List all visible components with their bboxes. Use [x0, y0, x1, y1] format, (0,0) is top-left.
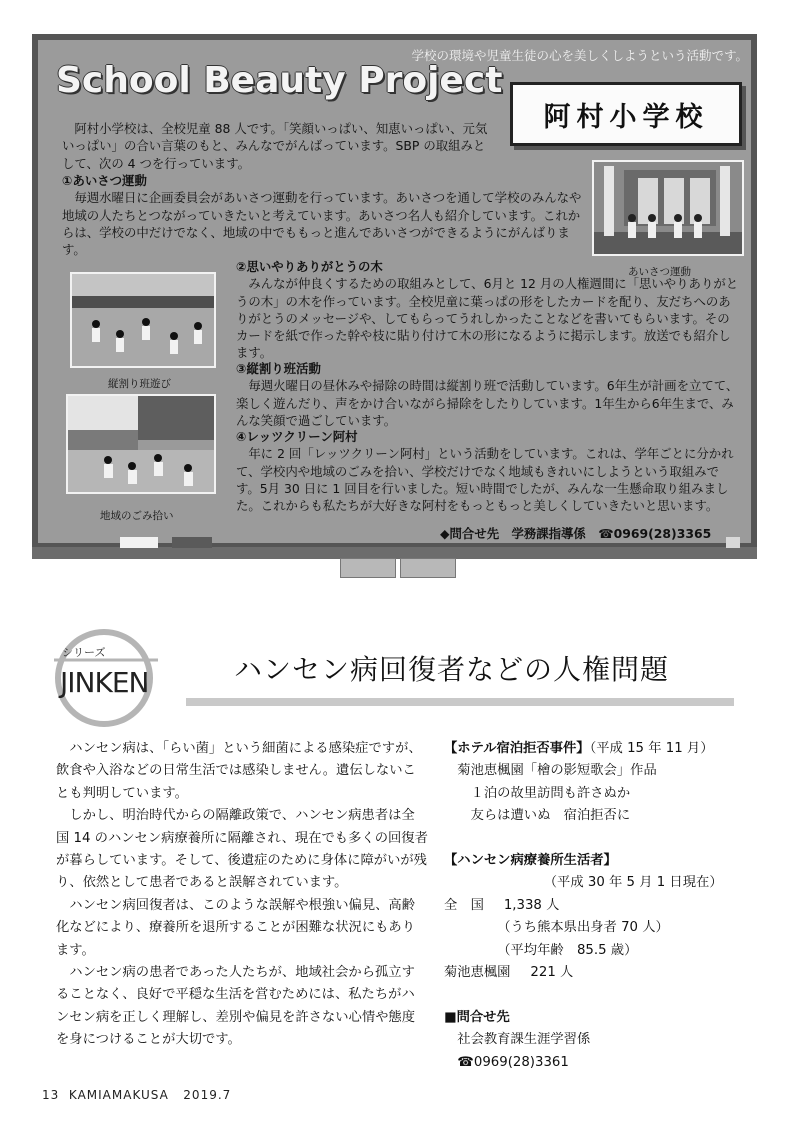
hotel-line-1: 菊池恵楓園「檜の影短歌会」作品: [457, 763, 657, 779]
group-play-caption: 縦割り班遊び: [108, 378, 171, 390]
page-number: 13: [42, 1088, 60, 1102]
title-underline: [186, 698, 734, 706]
hotel-heading: 【ホテル宿泊拒否事件】: [444, 741, 590, 756]
board-intro: 阿村小学校は、全校児童 88 人です。「笑顔いっぱい、知恵いっぱい、元気いっぱい」の合い言葉のもと、みんなでがんばっています。SBP の取組みとして、次の 4 つを行っています。: [62, 121, 488, 171]
article-title: ハンセン病回復者などの人権問題: [234, 653, 670, 686]
litter-caption: 地域のごみ拾い: [100, 510, 174, 522]
greeting-caption: あいさつ運動: [628, 266, 691, 278]
spacer: [444, 828, 754, 850]
section-4: [236, 428, 742, 514]
residents-kikuchi-value: 221 人: [530, 965, 574, 981]
school-name-card: [510, 82, 742, 146]
project-title: School Beauty Project: [56, 60, 503, 101]
contact-dept: 社会教育課生涯学習係: [457, 1032, 591, 1048]
residents-as-of: （平成 30 年 5 月 1 日現在）: [543, 875, 723, 891]
article-paragraph-3: ハンセン病回復者は、このような誤解や根強い偏見、高齢化などにより、療養所を退所することが困難な状況にもあります。: [56, 897, 416, 958]
greeting-photo: [592, 160, 744, 256]
greeting-photo-art: [594, 162, 744, 256]
group-play-photo: [70, 272, 216, 368]
series-word: JINKEN: [60, 666, 149, 699]
page-footer: [42, 1088, 231, 1102]
residents-national-line: [444, 895, 754, 917]
school-name: 阿村小学校: [543, 101, 709, 133]
section-3-heading: ③縦割り班活動: [236, 361, 321, 376]
section-1-body: 毎週水曜日に企画委員会があいさつ運動を行っています。あいさつを通して学校のみんなや地域の人たちとつながっていきたいと考えています。あいさつ名人も紹介しています。これからは、学校の中だけでなく、地域の中でももっと進んであいさつができるようにがんばります。: [62, 190, 582, 258]
eraser-left: [340, 558, 396, 578]
hotel-date: （平成 15 年 11 月）: [589, 741, 714, 756]
series-label: シリーズ: [62, 646, 106, 659]
chalk-white: [120, 537, 158, 548]
section-1-heading: ①あいさつ運動: [62, 173, 147, 188]
issue-date: 2019.7: [183, 1088, 232, 1102]
section-3: [236, 360, 742, 429]
section-2-body: みんなが仲良くするための取組みとして、6月と 12 月の人権週間に「思いやりありがとうの木」の木を作っています。全校児童に葉っぱの形をしたカードを配り、友だちへのありがとうのメッセージや、してもらってうれしかったことなどを書いてもらいます。そのカードを紙で作った幹や枝に貼り付けて木の形になるように掲示します。放送でも紹介します。: [236, 276, 739, 361]
section-3-body: 毎週火曜日の昼休みや掃除の時間は縦割り班で活動しています。6年生が計画を立てて、楽しく遊んだり、声をかけ合いながら掃除をしたりしています。1年生から6年生まで、みんな笑顔で過ごしています。: [236, 378, 739, 428]
board-tagline: 学校の環境や児童生徒の心を美しくしようという活動です。: [411, 48, 748, 63]
hotel-line-2: １泊の故里訪問も許さぬか: [470, 785, 631, 801]
residents-kumamoto: （うち熊本県出身者 70 人）: [497, 920, 669, 936]
litter-photo: [66, 394, 216, 494]
hotel-heading-line: [444, 738, 754, 760]
article-body-right: [444, 738, 754, 1074]
residents-national-value: 1,338 人: [503, 897, 560, 913]
board-intro-block: [62, 120, 494, 172]
residents-national-label: 全 国: [444, 897, 484, 913]
article-paragraph-2: しかし、明治時代からの隔離政策で、ハンセン病患者は全国 14 のハンセン病療養所に隔離され、現在でも多くの回復者が暮らしています。そして、後遺症のために身体に障がいが残り、依然として患者であると誤解されています。: [56, 808, 428, 891]
residents-avg-age: （平均年齢 85.5 歳）: [497, 942, 638, 958]
section-2: [236, 258, 742, 362]
section-2-heading: ②思いやりありがとうの木: [236, 259, 383, 274]
contact-heading: ■問合せ先: [444, 1009, 510, 1025]
article-paragraph-1: ハンセン病は、「らい菌」という細菌による感染症ですが、飲食や入浴などの日常生活では感染しません。遺伝しないことも判明しています。: [56, 741, 422, 801]
chalk-dark: [172, 537, 212, 548]
group-play-photo-art: [72, 274, 216, 368]
board-contact: ◆問合せ先 学務課指導係 ☎0969(28)3365: [440, 526, 712, 541]
litter-photo-art: [68, 396, 216, 494]
article-paragraph-4: ハンセン病の患者であった人たちが、地域社会から孤立することなく、良好で平穏な生活を営むためには、私たちがハンセン病を正しく理解し、差別や偏見を許さない心情や態度を身につけることが大切です。: [56, 965, 416, 1048]
section-1: [62, 172, 582, 258]
section-4-heading: ④レッツクリーン阿村: [236, 429, 358, 444]
contact-phone: ☎0969(28)3361: [457, 1054, 569, 1070]
hotel-line-3: 友らは遭いぬ 宿泊拒否に: [470, 808, 631, 824]
residents-kikuchi-line: [444, 962, 754, 984]
eraser-right: [400, 558, 456, 578]
residents-heading: 【ハンセン病療養所生活者】: [444, 853, 617, 869]
spacer: [444, 984, 754, 1006]
residents-kikuchi-label: 菊池恵楓園: [444, 965, 511, 981]
section-4-body: 年に 2 回「レッツクリーン阿村」という活動をしています。これは、学年ごとに分かれて、学校内や地域のごみを拾い、学校だけでなく地域もきれいにしようという取組みです。5月 30 日に 1 回目を行いました。短い時間でしたが、みんな一生懸命取り組みました。これからも私たちが大好きな阿村をもっともっと美しくしていきたいと思います。: [236, 446, 734, 514]
article-body-left: [56, 738, 428, 1052]
chalk-small: [726, 537, 740, 548]
magazine-name: KAMIAMAKUSA: [68, 1088, 169, 1102]
